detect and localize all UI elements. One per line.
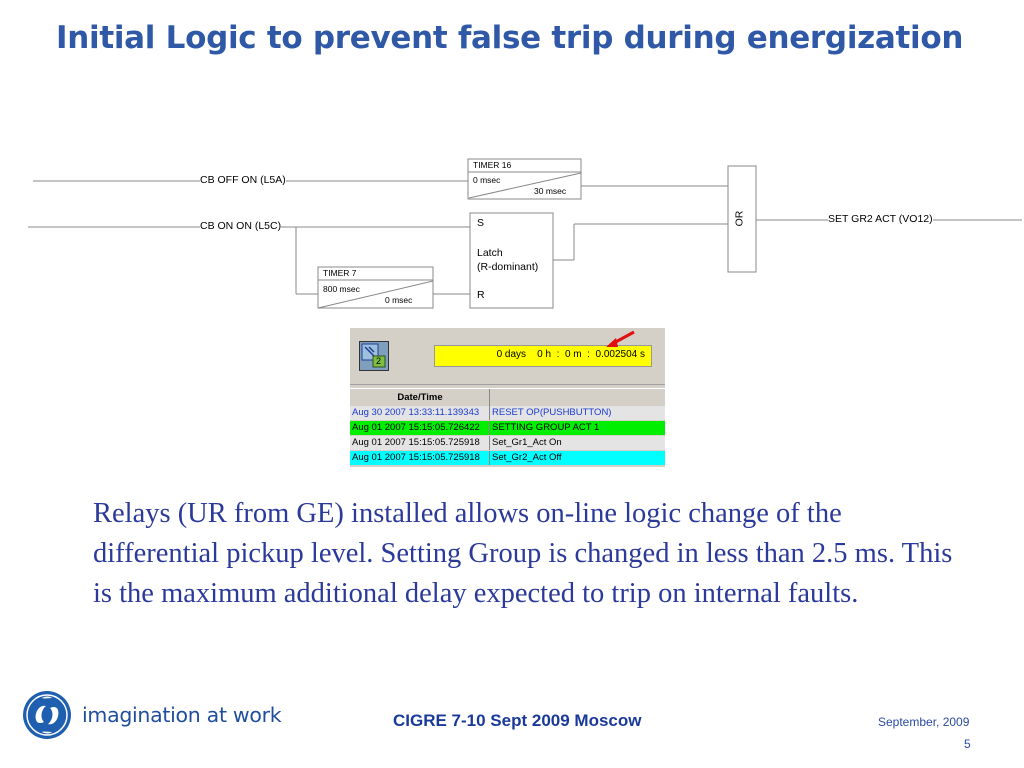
latch-type: (R-dominant) [477,261,539,273]
group-badge: 2 [376,356,382,366]
latch-s-label: S [477,217,485,229]
timer16-name: TIMER 16 [473,160,512,170]
elapsed-time-value: 0 days 0 h : 0 m : 0.002504 s [496,349,645,360]
input-cb-off-label: CB OFF ON (L5A) [200,174,286,186]
timer7-name: TIMER 7 [323,268,357,278]
row-event: SETTING GROUP ACT 1 [492,422,600,433]
table-row[interactable] [350,406,665,420]
row-event: Set_Gr1_Act On [492,437,562,448]
row-time: Aug 01 2007 15:15:05.726422 [352,422,480,433]
relay-group-icon[interactable] [359,341,389,371]
brand-tagline: imagination at work [82,703,282,727]
table-row[interactable] [350,451,665,465]
body-paragraph: Relays (UR from GE) installed allows on-line logic change of the differential pickup level. Setting Group is changed in less than 2.5 ms. This is the maximum additional delay expected to trip on internal faults. [93,498,953,609]
row-event: Set_Gr2_Act Off [492,452,562,463]
table-row[interactable] [350,421,665,435]
table-header [350,388,665,407]
timer16-pickup: 0 msec [473,175,501,185]
timer7-dropout: 0 msec [385,295,413,305]
row-time: Aug 01 2007 15:15:05.725918 [352,452,480,463]
arrow-icon [600,328,640,352]
conference-label: CIGRE 7-10 Sept 2009 Moscow [393,711,642,730]
row-time: Aug 30 2007 13:33:11.139343 [352,407,480,418]
panel-toolbar [350,328,665,385]
table-row[interactable] [350,436,665,450]
timer16-dropout: 30 msec [534,186,567,196]
header-date-time[interactable]: Date/Time [397,392,443,403]
or-gate-label: OR [733,210,746,227]
latch-name: Latch [477,247,503,259]
row-time: Aug 01 2007 15:15:05.725918 [352,437,480,448]
relay-event-panel [350,328,665,467]
timer7-pickup: 800 msec [323,284,360,294]
input-cb-on-label: CB ON ON (L5C) [200,220,282,232]
page-number: 5 [964,737,971,751]
latch-r-label: R [477,289,485,301]
page-title: Initial Logic to prevent false trip during energization [56,20,964,56]
ge-monogram-icon [22,690,72,740]
output-label: SET GR2 ACT (VO12) [828,213,933,225]
logic-diagram [0,150,1024,315]
footer-date: September, 2009 [878,715,970,729]
row-event: RESET OP(PUSHBUTTON) [492,407,612,418]
